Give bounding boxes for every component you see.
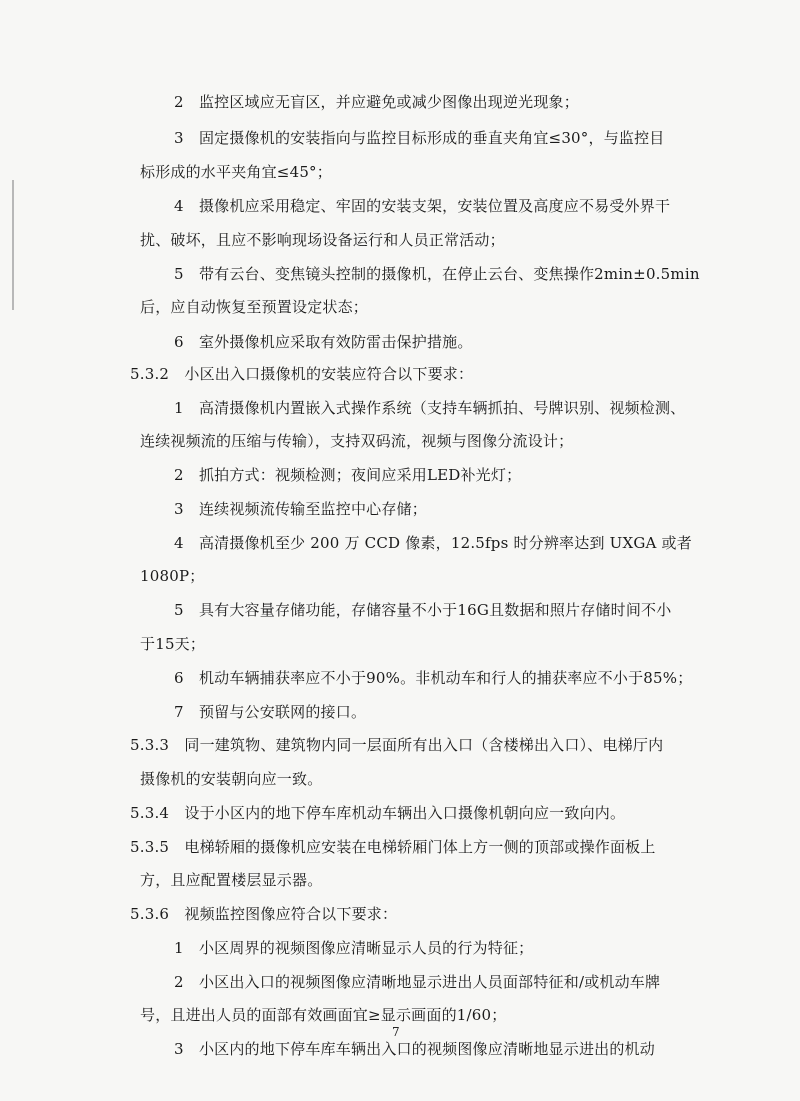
section-heading: 5.3.4 设于小区内的地下停车库机动车辆出入口摄像机朝向应一致向内。 — [130, 804, 626, 822]
text-line: 1 高清摄像机内置嵌入式操作系统（支持车辆抓拍、号牌识别、视频检测、 — [174, 399, 686, 417]
section-heading: 5.3.6 视频监控图像应符合以下要求： — [130, 905, 398, 923]
binding-edge — [12, 180, 14, 310]
text-line: 连续视频流的压缩与传输），支持双码流，视频与图像分流设计； — [140, 432, 574, 450]
section-heading: 5.3.2 小区出入口摄像机的安装应符合以下要求： — [130, 365, 474, 383]
text-line: 2 监控区域应无盲区，并应避免或减少图像出现逆光现象； — [174, 93, 579, 111]
text-line: 4 高清摄像机至少 200 万 CCD 像素，12.5fps 时分辨率达到 UXGA 或者 — [174, 534, 692, 552]
page-number: 7 — [392, 1025, 400, 1039]
text-line: 3 小区内的地下停车库车辆出入口的视频图像应清晰地显示进出的机动 — [174, 1040, 655, 1058]
text-line: 扰、破坏，且应不影响现场设备运行和人员正常活动； — [140, 231, 505, 249]
text-line: 后，应自动恢复至预置设定状态； — [140, 298, 369, 316]
text-line: 2 抓拍方式：视频检测；夜间应采用LED补光灯； — [174, 466, 522, 484]
text-line: 于15天； — [140, 635, 206, 653]
text-line: 标形成的水平夹角宜≤45°； — [140, 163, 332, 181]
text-line: 3 连续视频流传输至监控中心存储； — [174, 500, 427, 518]
text-line: 5 带有云台、变焦镜头控制的摄像机，在停止云台、变焦操作2min±0.5min — [174, 265, 700, 283]
text-line: 1 小区周界的视频图像应清晰显示人员的行为特征； — [174, 939, 534, 957]
text-line: 6 机动车辆捕获率应不小于90%。非机动车和行人的捕获率应不小于85%； — [174, 669, 693, 687]
text-line: 6 室外摄像机应采取有效防雷击保护措施。 — [174, 333, 473, 351]
section-heading: 5.3.5 电梯轿厢的摄像机应安装在电梯轿厢门体上方一侧的顶部或操作面板上 — [130, 838, 656, 856]
text-line: 方，且应配置楼层显示器。 — [140, 871, 323, 889]
text-line: 5 具有大容量存储功能，存储容量不小于16G且数据和照片存储时间不小 — [174, 601, 672, 619]
text-line: 2 小区出入口的视频图像应清晰地显示进出人员面部特征和/或机动车牌 — [174, 973, 661, 991]
text-line: 号，且进出人员的面部有效画面宜≥显示画面的1/60； — [140, 1006, 507, 1024]
text-line: 1080P； — [140, 567, 205, 585]
text-line: 4 摄像机应采用稳定、牢固的安装支架，安装位置及高度应不易受外界干 — [174, 197, 671, 215]
text-line: 7 预留与公安联网的接口。 — [174, 703, 367, 721]
text-line: 3 固定摄像机的安装指向与监控目标形成的垂直夹角宜≤30°，与监控目 — [174, 129, 665, 147]
section-heading: 5.3.3 同一建筑物、建筑物内同一层面所有出入口（含楼梯出入口）、电梯厅内 — [130, 736, 664, 754]
text-line: 摄像机的安装朝向应一致。 — [140, 770, 323, 788]
